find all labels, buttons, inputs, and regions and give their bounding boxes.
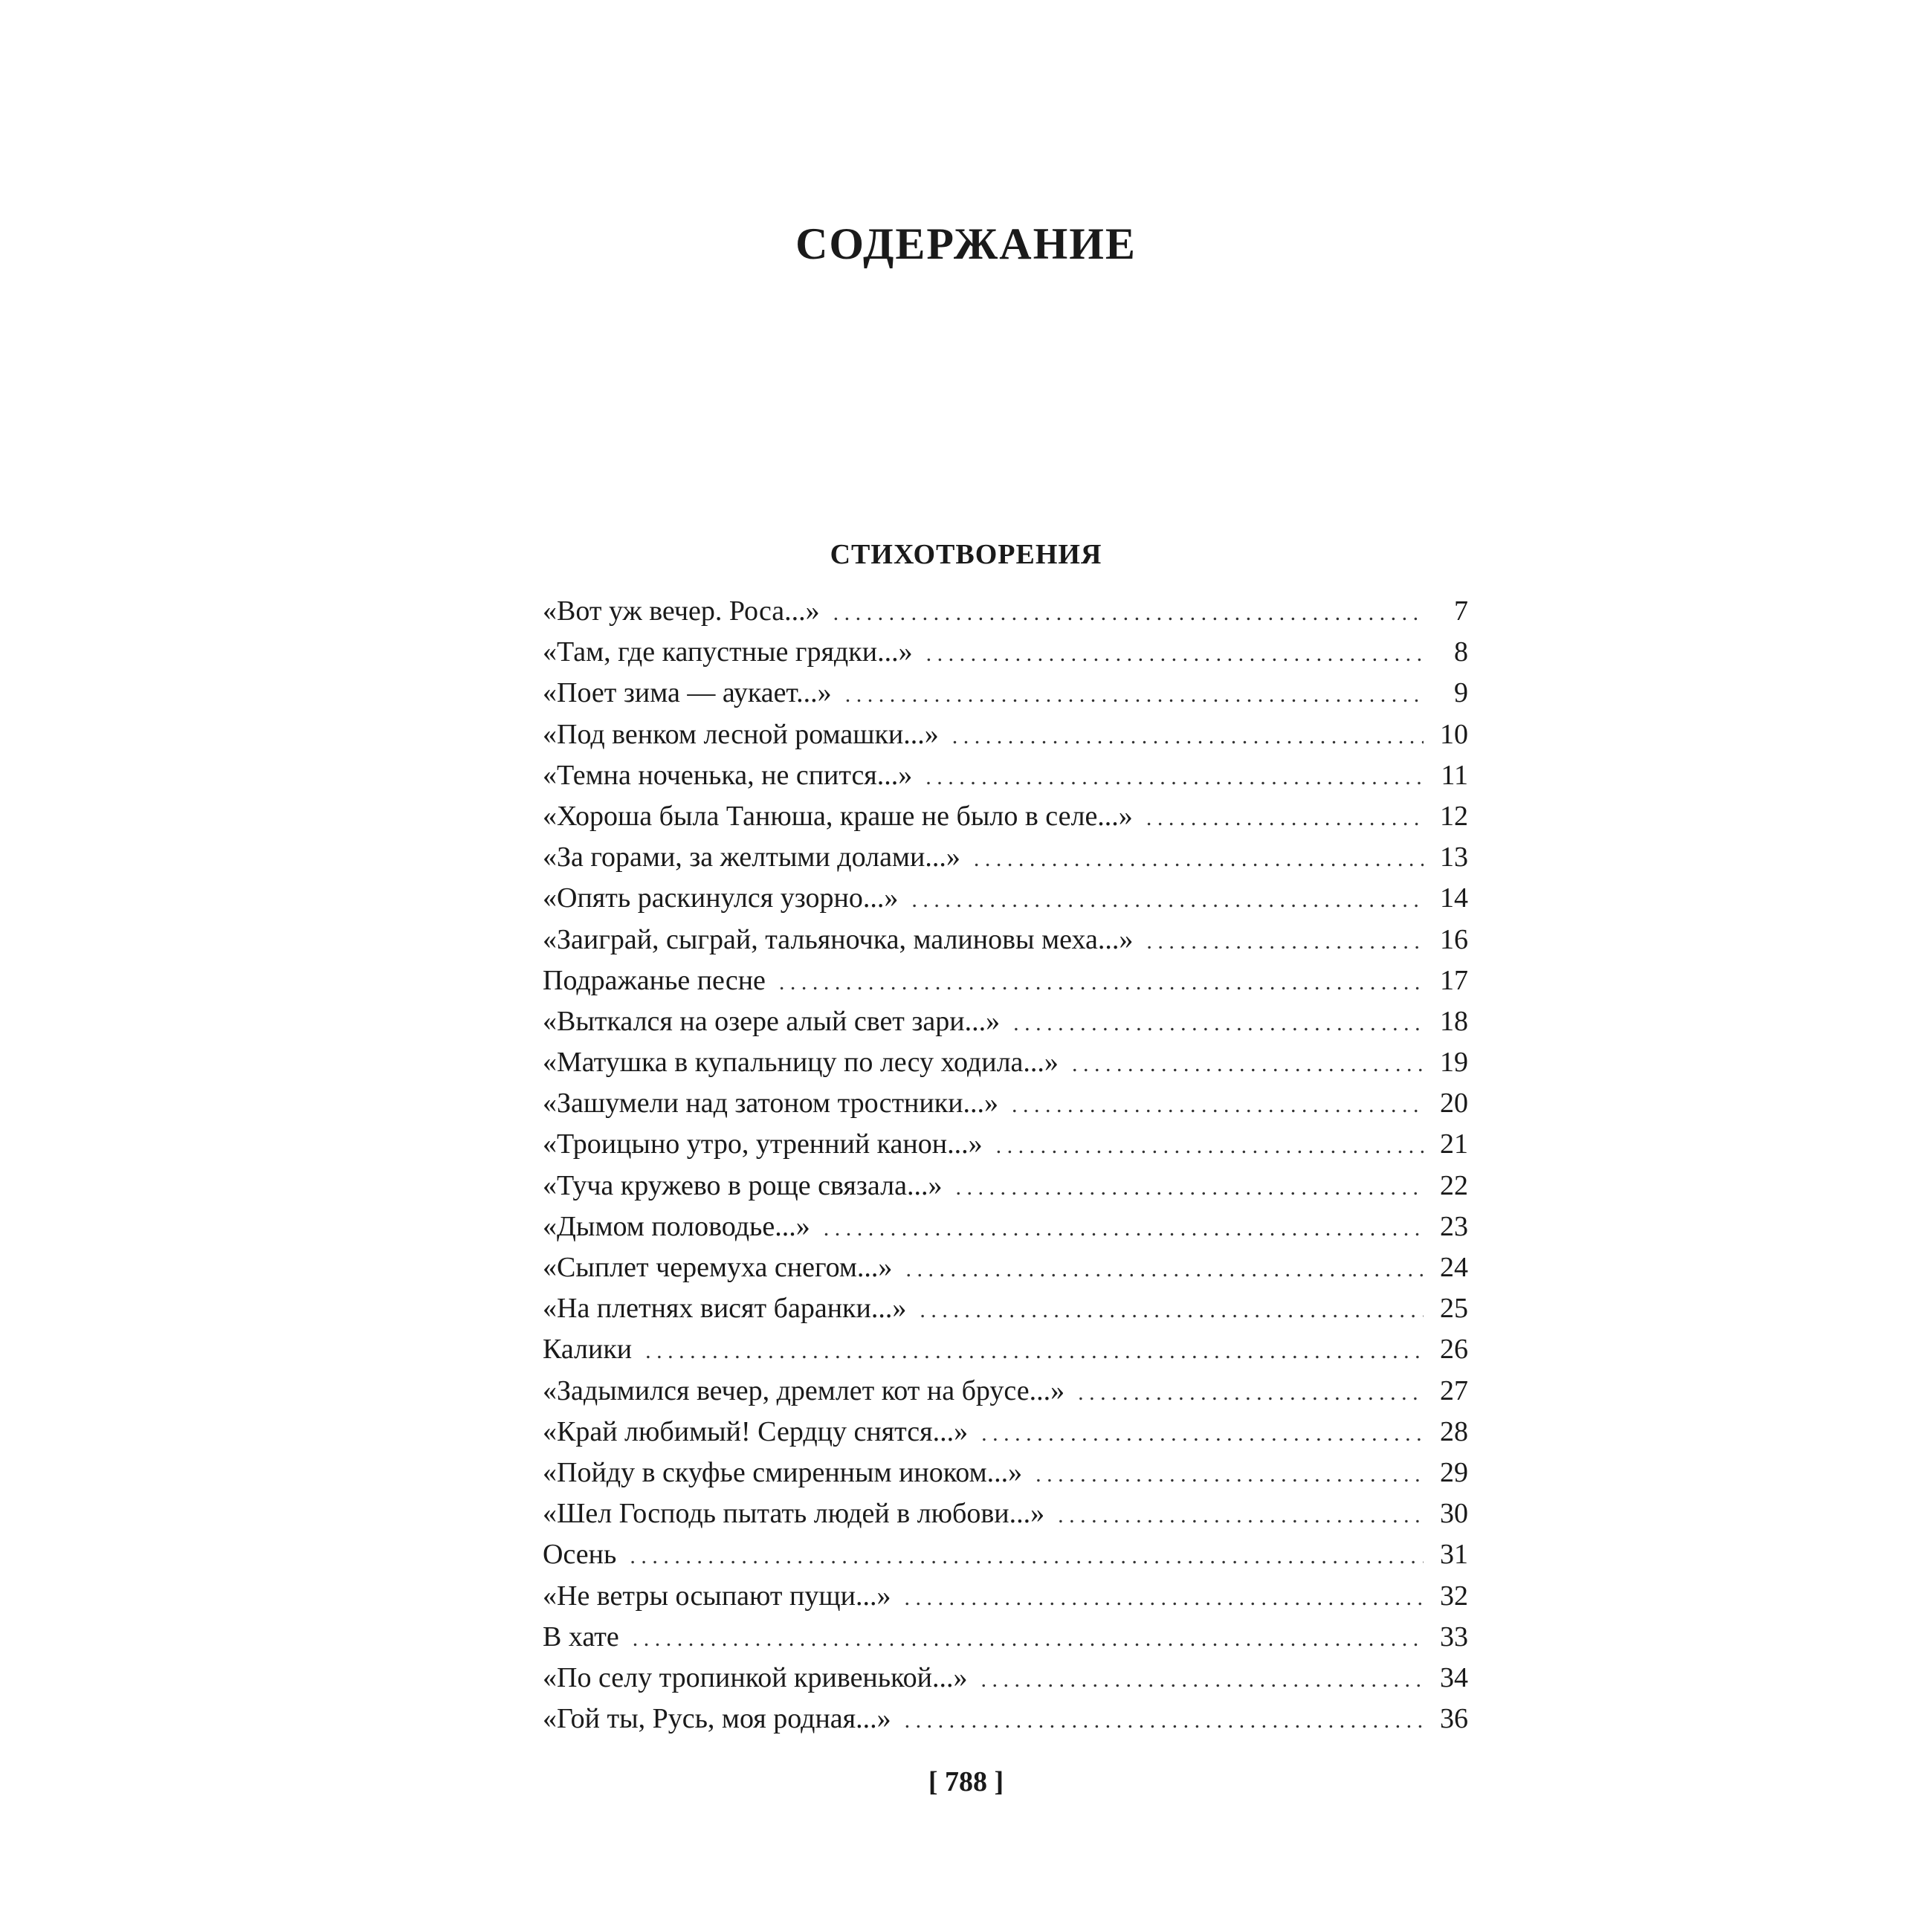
toc-page-number: 24 xyxy=(1440,1252,1468,1283)
dot-leader xyxy=(981,1413,1424,1454)
toc-entry-title: «Темна ноченька, не спится...» xyxy=(543,759,913,791)
toc-entry xyxy=(543,1412,1468,1453)
toc-entry-title: «Заиграй, сыграй, тальяночка, малиновы меха...» xyxy=(543,923,1134,955)
toc-entry-title: «Троицыно утро, утренний канон...» xyxy=(543,1128,983,1160)
toc-page-number: 33 xyxy=(1440,1621,1468,1652)
dot-leader xyxy=(904,1577,1424,1618)
dot-leader xyxy=(996,1125,1424,1166)
dot-leader xyxy=(1146,921,1424,962)
toc-entry-title: «Задымился вечер, дремлет кот на брусе...» xyxy=(543,1374,1065,1406)
toc-entry xyxy=(543,1617,1468,1658)
toc-page-number: 21 xyxy=(1440,1128,1468,1160)
toc-page-number: 30 xyxy=(1440,1498,1468,1530)
dot-leader xyxy=(920,1290,1424,1331)
toc-entry xyxy=(543,591,1468,632)
toc-page-number: 27 xyxy=(1440,1374,1468,1406)
dot-leader xyxy=(630,1536,1424,1577)
toc-page-number: 19 xyxy=(1440,1047,1468,1079)
toc-page-number: 29 xyxy=(1440,1456,1468,1488)
toc-entry-title: «Матушка в купальницу по лесу ходила...» xyxy=(543,1047,1059,1079)
toc-entry-title: «Хороша была Танюша, краше не было в селе...» xyxy=(543,800,1133,832)
toc-entry xyxy=(543,1042,1468,1083)
toc-entry xyxy=(543,1166,1468,1206)
dot-leader xyxy=(645,1331,1424,1372)
toc-entry xyxy=(543,1658,1468,1699)
toc-entry-title: «Поет зима — аукает...» xyxy=(543,677,832,709)
toc-entry-title: «За горами, за желтыми долами...» xyxy=(543,841,960,873)
toc-entry xyxy=(543,1247,1468,1288)
toc-page-number: 22 xyxy=(1440,1169,1468,1201)
toc-entry-title: «На плетнях висят баранки...» xyxy=(543,1293,907,1325)
page-title: СОДЕРЖАНИЕ xyxy=(795,219,1137,268)
toc-entry xyxy=(543,1576,1468,1617)
toc-page-number: 28 xyxy=(1440,1415,1468,1447)
toc-entry xyxy=(543,920,1468,960)
dot-leader xyxy=(905,1700,1424,1741)
toc-page-number: 9 xyxy=(1454,677,1468,709)
toc-entry xyxy=(543,714,1468,755)
dot-leader xyxy=(633,1618,1424,1659)
toc-entry xyxy=(543,632,1468,673)
toc-page-number: 13 xyxy=(1440,841,1468,873)
toc-entry xyxy=(543,1534,1468,1575)
dot-leader xyxy=(833,592,1424,633)
toc-entry xyxy=(543,1493,1468,1534)
toc-entry-title: «Пойду в скуфье смиренным иноком...» xyxy=(543,1456,1023,1488)
toc-entry xyxy=(543,1083,1468,1124)
toc-entry-title: Подражанье песне xyxy=(543,964,766,996)
toc-entry-title: Калики xyxy=(543,1334,633,1366)
toc-entry-title: «Там, где капустные грядки...» xyxy=(543,636,913,668)
toc-entry-title: «Край любимый! Сердцу снятся...» xyxy=(543,1415,969,1447)
dot-leader xyxy=(824,1208,1424,1249)
toc-page-number: 34 xyxy=(1440,1661,1468,1693)
toc-page-number: 20 xyxy=(1440,1088,1468,1120)
dot-leader xyxy=(1013,1003,1424,1044)
toc-entry-title: «Вот уж вечер. Роса...» xyxy=(543,595,820,627)
dot-leader xyxy=(974,839,1424,879)
toc-entry xyxy=(543,1453,1468,1493)
toc-page-number: 10 xyxy=(1440,718,1468,750)
dot-leader xyxy=(911,879,1424,920)
dot-leader xyxy=(845,674,1424,715)
dot-leader xyxy=(952,716,1424,757)
page-number: [ 788 ] xyxy=(928,1766,1004,1797)
toc-entry-title: «Шел Господь пытать людей в любови...» xyxy=(543,1498,1045,1530)
dot-leader xyxy=(779,962,1424,1003)
toc-page-number: 17 xyxy=(1440,964,1468,996)
toc-entry xyxy=(543,1699,1468,1739)
toc-entry-title: «Гой ты, Русь, моя родная...» xyxy=(543,1703,891,1735)
toc-page-number: 7 xyxy=(1454,595,1468,627)
toc-entry xyxy=(543,1288,1468,1329)
toc-entry-title: «Выткался на озере алый свет зари...» xyxy=(543,1005,1001,1037)
dot-leader xyxy=(1058,1495,1424,1536)
toc-entry-title: «Туча кружево в роще связала...» xyxy=(543,1169,943,1201)
toc-page-number: 31 xyxy=(1440,1539,1468,1571)
toc-entry-title: В хате xyxy=(543,1621,619,1652)
toc-page-number: 26 xyxy=(1440,1334,1468,1366)
dot-leader xyxy=(926,633,1424,674)
toc-entry-title: Осень xyxy=(543,1539,617,1571)
toc-page-number: 18 xyxy=(1440,1005,1468,1037)
toc-entry-title: «По селу тропинкой кривенькой...» xyxy=(543,1661,968,1693)
toc-page-number: 14 xyxy=(1440,882,1468,914)
toc-page-number: 8 xyxy=(1454,636,1468,668)
toc-entry xyxy=(543,1001,1468,1042)
toc-entry xyxy=(543,960,1468,1001)
toc-page-number: 25 xyxy=(1440,1293,1468,1325)
dot-leader xyxy=(1012,1085,1424,1125)
toc-entry-title: «Зашумели над затоном тростники...» xyxy=(543,1088,999,1120)
dot-leader xyxy=(1146,798,1424,839)
toc-entry xyxy=(543,1371,1468,1412)
toc-entry xyxy=(543,755,1468,796)
table-of-contents xyxy=(543,591,1468,1739)
dot-leader xyxy=(925,757,1424,798)
toc-entry-title: «Не ветры осыпают пущи...» xyxy=(543,1580,891,1612)
dot-leader xyxy=(1036,1454,1424,1495)
toc-page-number: 12 xyxy=(1440,800,1468,832)
dot-leader xyxy=(1078,1372,1424,1413)
toc-entry-title: «Опять раскинулся узорно...» xyxy=(543,882,899,914)
toc-page-number: 36 xyxy=(1440,1703,1468,1735)
toc-page-number: 11 xyxy=(1441,759,1468,791)
dot-leader xyxy=(905,1249,1424,1290)
dot-leader xyxy=(980,1659,1424,1700)
toc-entry-title: «Под венком лесной ромашки...» xyxy=(543,718,939,750)
toc-entry xyxy=(543,1329,1468,1370)
toc-page-number: 16 xyxy=(1440,923,1468,955)
toc-entry xyxy=(543,796,1468,837)
toc-entry xyxy=(543,1206,1468,1247)
toc-entry xyxy=(543,1124,1468,1165)
section-title: СТИХОТВОРЕНИЯ xyxy=(830,539,1102,570)
dot-leader xyxy=(1072,1044,1424,1085)
toc-page-number: 32 xyxy=(1440,1580,1468,1612)
dot-leader xyxy=(955,1167,1424,1208)
toc-entry xyxy=(543,673,1468,714)
toc-entry-title: «Сыплет черемуха снегом...» xyxy=(543,1252,893,1283)
toc-entry-title: «Дымом половодье...» xyxy=(543,1210,810,1242)
toc-entry xyxy=(543,837,1468,878)
toc-entry xyxy=(543,878,1468,919)
toc-page-number: 23 xyxy=(1440,1210,1468,1242)
